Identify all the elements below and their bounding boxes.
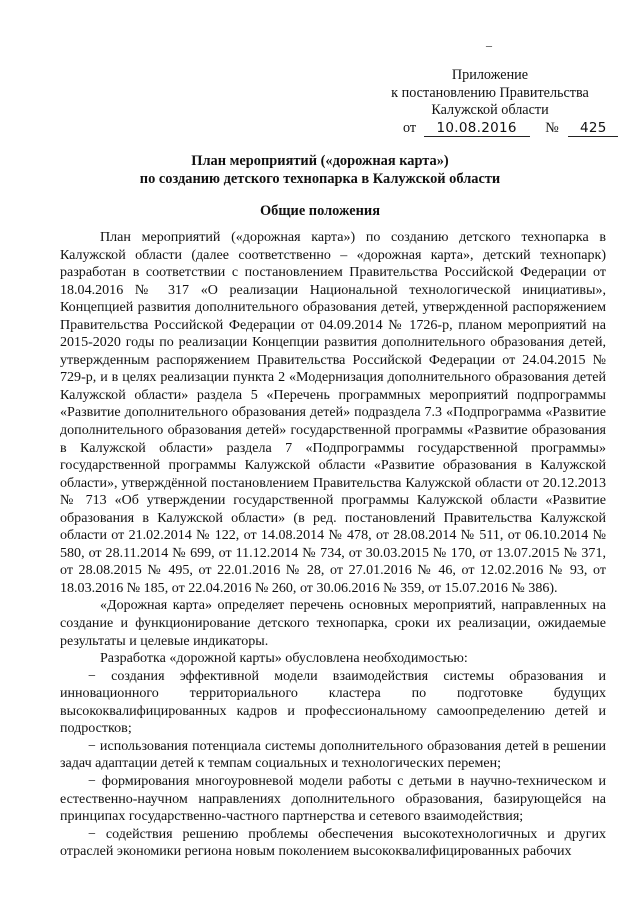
title-line: по созданию детского технопарка в Калужской области (139, 171, 501, 187)
appendix-block (380, 67, 600, 120)
list-item: − использования потенциала системы дополнительного образования детей в решении задач адаптации детей к темпам социальных и технологических перемен; (60, 737, 606, 772)
appendix-line: Приложение (451, 67, 529, 83)
number-prefix: № (545, 120, 559, 136)
header-mark: – (486, 38, 492, 52)
list-item: − формирования многоуровневой модели работы с детьми в научно-техническом и естественно-научном направлениях дополнительного образования, базирующейся на принципах государственно-частного партнерства и сетевого взаимодействия; (60, 772, 606, 825)
title-line: План мероприятий («дорожная карта») (191, 153, 449, 169)
document-title (0, 152, 640, 188)
section-title: Общие положения (259, 203, 381, 219)
body-paragraph: План мероприятий («дорожная карта») по созданию детского технопарка в Калужской области (далее соответственно – «дорожная карта», детский технопарк) разработан в соответствии с постановлением Правительства Российской Федерации от 18.04.2016 № 317 «О реализации Национальной технологической инициативы», Концепцией развития дополнительного образования детей, утвержденной распоряжением Правительства Российской Федерации от 04.09.2014 № 1726-р, планом мероприятий на 2015-2020 годы по реализации Концепции развития дополнительного образования детей, утвержденным распоряжением Правительства Российской Федерации от 24.04.2015 № 729-р, и в целях реализации пункта 2 «Модернизация дополнительного образования детей Калужской области» раздела 5 «Перечень программных мероприятий подпрограммы «Развитие дополнительного образования детей» подраздела 7.3 «Подпрограмма «Развитие дополнительного образования детей» государственной программы «Развитие образования в Калужской области» раздела 7 «Подпрограммы государственной программы» государственной программы Калужской области «Развитие образования в Калужской области», утверждённой постановлением Правительства Калужской области от 20.12.2013 № 713 «Об утверждении государственной программы Калужской области «Развитие образования в Калужской области» (в ред. постановлений Правительства Калужской области от 21.02.2014 № 122, от 14.08.2014 № 478, от 28.08.2014 № 511, от 06.10.2014 № 580, от 28.11.2014 № 699, от 11.12.2014 № 734, от 30.03.2015 № 170, от 13.07.2015 № 371, от 28.08.2015 № 495, от 22.01.2016 № 28, от 27.01.2016 № 46, от 12.02.2016 № 93, от 18.03.2016 № 185, от 22.04.2016 № 260, от 30.06.2016 № 359, от 15.07.2016 № 386). (60, 229, 606, 596)
body-paragraph: «Дорожная карта» определяет перечень основных мероприятий, направленных на создание и функционирование детского технопарка, сроки их реализации, ожидаемые результаты и целевые индикаторы. (60, 597, 606, 649)
appendix-line: к постановлению Правительства (391, 84, 589, 101)
list-item: − содействия решению проблемы обеспечения высокотехнологичных и других отраслей экономики региона новым поколением высококвалифицированных рабочих (60, 825, 606, 860)
date-number-row (403, 120, 618, 137)
list-item: − создания эффективной модели взаимодействия системы образования и инновационного территориального кластера по подготовке будущих высококвалифицированных кадров и профессиональному самоопределению детей и подростков; (60, 667, 606, 737)
appendix-line: Калужской области (431, 102, 549, 118)
date-prefix: от (403, 120, 417, 136)
document-number: 425 (568, 120, 618, 137)
document-body (60, 229, 606, 861)
document-date: 10.08.2016 (424, 120, 530, 137)
body-paragraph: Разработка «дорожной карты» обусловлена необходимостью: (100, 650, 468, 667)
